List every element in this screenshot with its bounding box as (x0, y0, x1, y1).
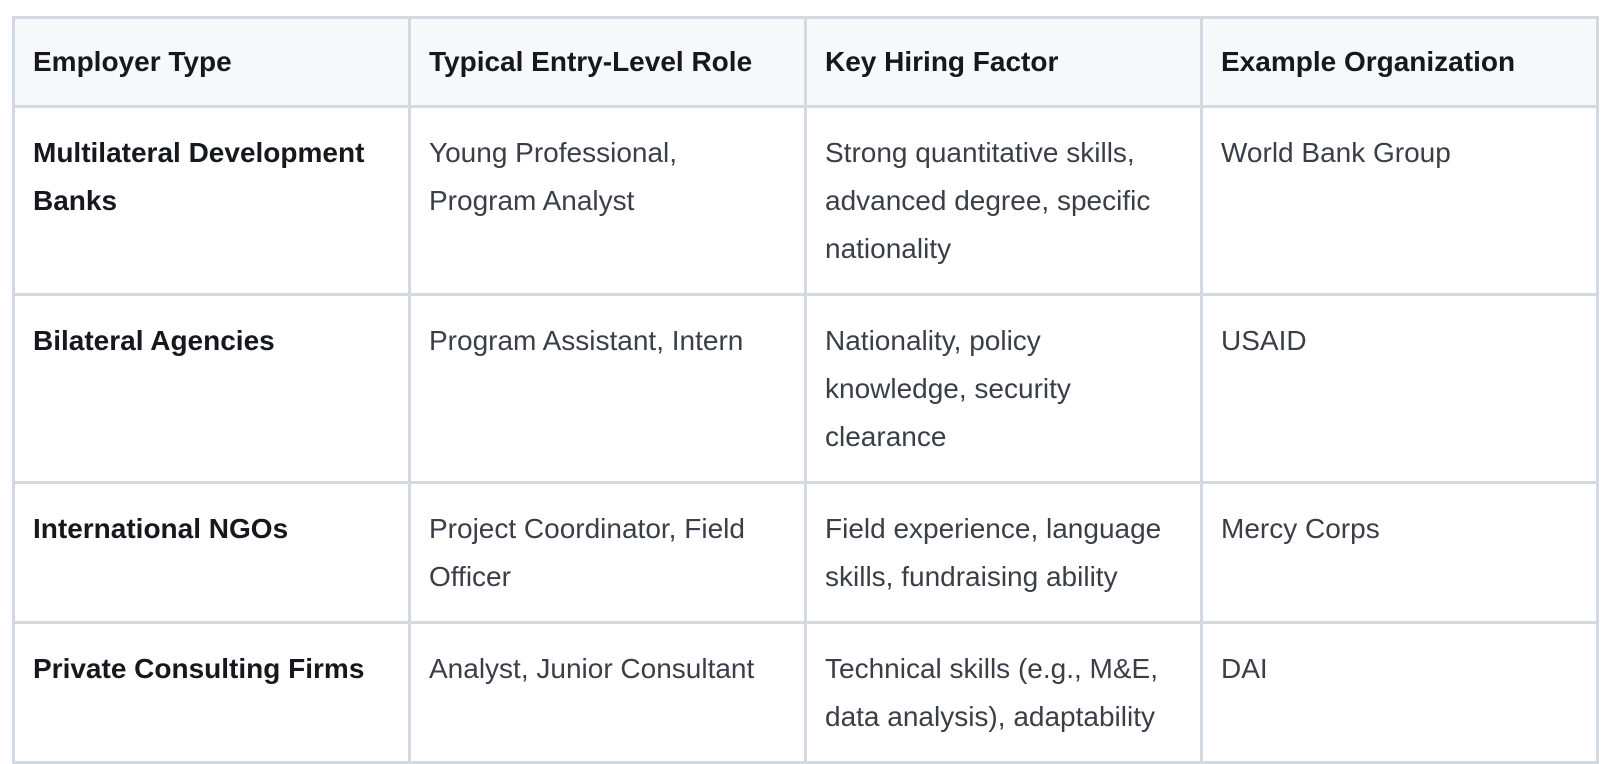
header-role: Typical Entry-Level Role (410, 18, 806, 107)
header-employer-type: Employer Type (14, 18, 410, 107)
cell-hiring-factor: Field experience, language skills, fundraising ability (806, 483, 1202, 623)
cell-example-org: DAI (1202, 623, 1598, 763)
cell-hiring-factor: Technical skills (e.g., M&E, data analysis), adaptability (806, 623, 1202, 763)
cell-hiring-factor: Nationality, policy knowledge, security clearance (806, 295, 1202, 483)
cell-example-org: World Bank Group (1202, 107, 1598, 295)
employer-table (12, 16, 1599, 764)
cell-role: Analyst, Junior Consultant (410, 623, 806, 763)
cell-example-org: Mercy Corps (1202, 483, 1598, 623)
cell-example-org: USAID (1202, 295, 1598, 483)
table-row (14, 107, 1598, 295)
cell-employer-type: Private Consulting Firms (14, 623, 410, 763)
table-row (14, 295, 1598, 483)
cell-employer-type: Multilateral Development Banks (14, 107, 410, 295)
cell-employer-type: International NGOs (14, 483, 410, 623)
table-container (12, 16, 1596, 764)
table-body (14, 107, 1598, 763)
header-hiring-factor: Key Hiring Factor (806, 18, 1202, 107)
header-example-org: Example Organization (1202, 18, 1598, 107)
cell-hiring-factor: Strong quantitative skills, advanced degree, specific nationality (806, 107, 1202, 295)
cell-role: Young Professional, Program Analyst (410, 107, 806, 295)
cell-employer-type: Bilateral Agencies (14, 295, 410, 483)
table-row (14, 623, 1598, 763)
table-header (14, 18, 1598, 107)
table-row (14, 483, 1598, 623)
header-row (14, 18, 1598, 107)
cell-role: Program Assistant, Intern (410, 295, 806, 483)
cell-role: Project Coordinator, Field Officer (410, 483, 806, 623)
